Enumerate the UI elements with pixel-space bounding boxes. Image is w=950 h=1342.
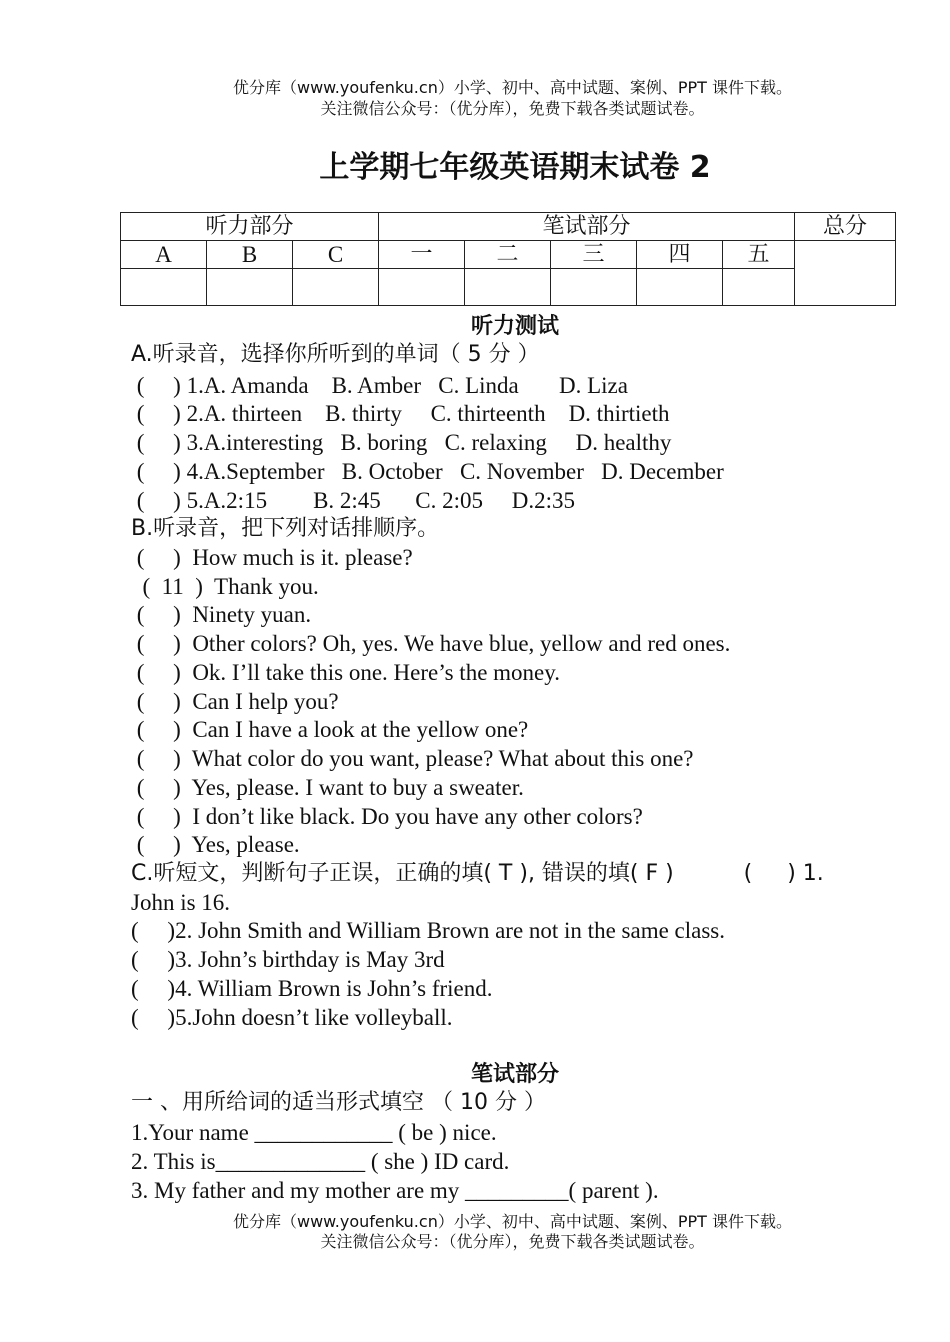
listening-title: 听力测试 bbox=[470, 314, 559, 339]
partB-item: ( 11 ) Thank you. bbox=[131, 574, 319, 599]
partC-item: ( )4. William Brown is John’s friend. bbox=[131, 976, 493, 1001]
col-a: A bbox=[121, 241, 207, 269]
partB-item: ( ) Yes, please. bbox=[131, 832, 300, 857]
partB-item: ( ) What color do you want, please? What about this one? bbox=[131, 746, 694, 771]
score-table bbox=[120, 212, 896, 306]
partA-item: ( ) 1.A. Amanda B. Amber C. Linda D. Liza bbox=[131, 373, 628, 398]
score-cell[interactable] bbox=[637, 269, 723, 306]
part1-item: 3. My father and my mother are my _________( parent ). bbox=[131, 1178, 659, 1203]
part1-instruction: 一 、用所给词的适当形式填空 （ 10 分 ） bbox=[131, 1090, 546, 1115]
partB-item: ( ) Can I help you? bbox=[131, 689, 339, 714]
partC-item: ( )2. John Smith and William Brown are not in the same class. bbox=[131, 918, 726, 943]
partB-item: ( ) Ok. I’ll take this one. Here’s the money. bbox=[131, 660, 561, 685]
partB-item: ( ) Ninety yuan. bbox=[131, 602, 312, 627]
part1-item: 2. This is_____________ ( she ) ID card. bbox=[131, 1149, 510, 1174]
page-footer-line1: 优分库（www.youfenku.cn）小学、初中、高中试题、案例、PPT 课件下载。 bbox=[233, 1212, 792, 1231]
col-4: 四 bbox=[637, 241, 723, 269]
partC-item: ( )5.John doesn’t like volleyball. bbox=[131, 1005, 453, 1030]
writing-title: 笔试部分 bbox=[470, 1062, 559, 1087]
partA-item: ( ) 3.A.interesting B. boring C. relaxing D. healthy bbox=[131, 430, 672, 455]
partA-item: ( ) 5.A.2:15 B. 2:45 C. 2:05 D.2:35 bbox=[131, 488, 576, 513]
partB-item: ( ) How much is it. please? bbox=[131, 545, 413, 570]
page-title: 上学期七年级英语期末试卷 2 bbox=[319, 150, 711, 185]
score-cell[interactable] bbox=[121, 269, 207, 306]
listening-header: 听力部分 bbox=[121, 213, 379, 241]
col-1: 一 bbox=[379, 241, 465, 269]
partB-instruction: B.听录音，把下列对话排顺序。 bbox=[131, 516, 440, 541]
score-cell[interactable] bbox=[379, 269, 465, 306]
partB-item: ( ) Can I have a look at the yellow one? bbox=[131, 717, 529, 742]
partC-instruction: C.听短文，判断句子正误，正确的填( T ), 错误的填( F ) ( ) 1. bbox=[131, 861, 824, 886]
col-3: 三 bbox=[551, 241, 637, 269]
score-cell[interactable] bbox=[293, 269, 379, 306]
partC-item: John is 16. bbox=[131, 890, 231, 915]
page-footer-line2: 关注微信公众号：（优分库），免费下载各类试题试卷。 bbox=[320, 1232, 705, 1251]
partB-item: ( ) Other colors? Oh, yes. We have blue, yellow and red ones. bbox=[131, 631, 731, 656]
partA-instruction: A.听录音，选择你所听到的单词（ 5 分 ） bbox=[131, 342, 540, 367]
score-cell[interactable] bbox=[551, 269, 637, 306]
score-cell[interactable] bbox=[465, 269, 551, 306]
col-c: C bbox=[293, 241, 379, 269]
part1-item: 1.Your name ____________ ( be ) nice. bbox=[131, 1120, 497, 1145]
partA-item: ( ) 4.A.September B. October C. November D. December bbox=[131, 459, 724, 484]
score-cell[interactable] bbox=[723, 269, 795, 306]
col-2: 二 bbox=[465, 241, 551, 269]
page-header-line2: 关注微信公众号：（优分库），免费下载各类试题试卷。 bbox=[320, 99, 705, 118]
col-5: 五 bbox=[723, 241, 795, 269]
col-b: B bbox=[207, 241, 293, 269]
score-cell[interactable] bbox=[207, 269, 293, 306]
page-header-line1: 优分库（www.youfenku.cn）小学、初中、高中试题、案例、PPT 课件下载。 bbox=[233, 78, 792, 97]
partC-item: ( )3. John’s birthday is May 3rd bbox=[131, 947, 445, 972]
partA-item: ( ) 2.A. thirteen B. thirty C. thirteenth D. thirtieth bbox=[131, 401, 670, 426]
total-header: 总分 bbox=[795, 213, 896, 241]
writing-header: 笔试部分 bbox=[379, 213, 795, 241]
partB-item: ( ) Yes, please. I want to buy a sweater. bbox=[131, 775, 524, 800]
partB-item: ( ) I don’t like black. Do you have any other colors? bbox=[131, 804, 643, 829]
total-score-cell[interactable] bbox=[795, 241, 896, 306]
